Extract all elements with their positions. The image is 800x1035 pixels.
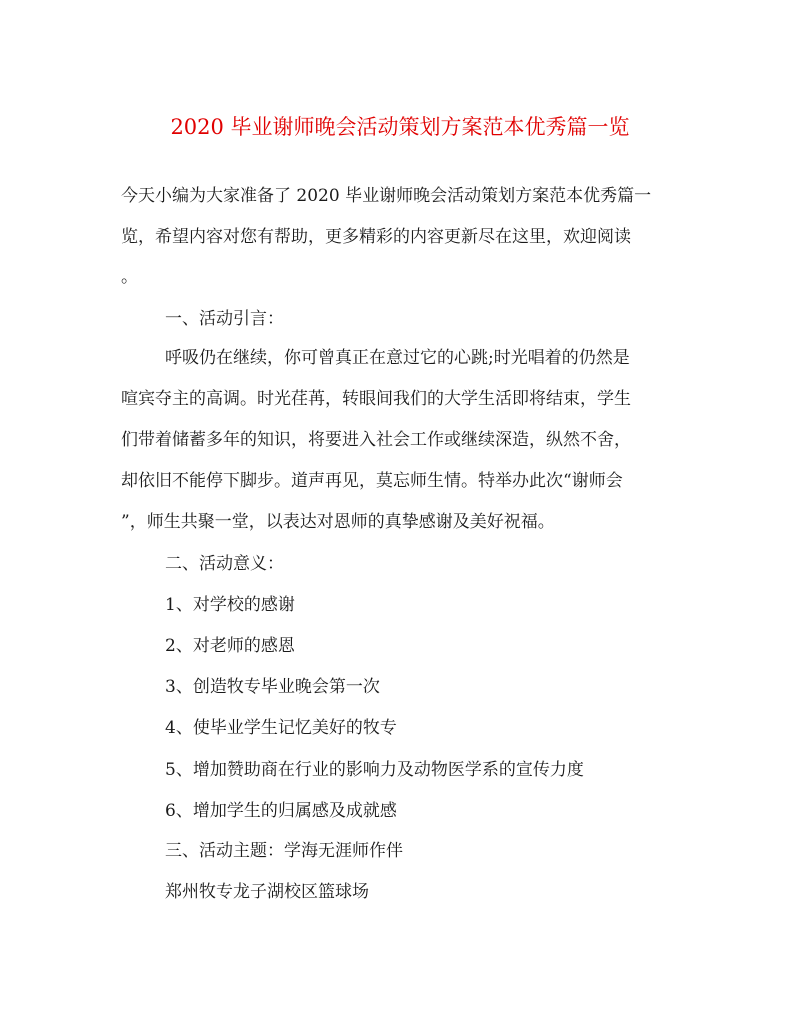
intro-line-3: 。 — [121, 267, 138, 287]
list-item: 2、对老师的感恩 — [165, 636, 295, 656]
section3-heading: 三、活动主题：学海无涯师作伴 — [165, 841, 403, 861]
intro-line-2: 览，希望内容对您有帮助，更多精彩的内容更新尽在这里，欢迎阅读 — [121, 227, 631, 247]
list-item: 5、增加赞助商在行业的影响力及动物医学系的宣传力度 — [165, 760, 584, 780]
section2-heading: 二、活动意义： — [165, 554, 284, 574]
section1-heading: 一、活动引言： — [165, 309, 284, 329]
section1-para-line-2: 喧宾夺主的高调。时光荏苒，转眼间我们的大学生活即将结束，学生 — [121, 389, 631, 409]
list-item: 3、创造牧专毕业晚会第一次 — [165, 677, 380, 697]
section1-para-line-5: ”，师生共聚一堂，以表达对恩师的真挚感谢及美好祝福。 — [121, 512, 555, 532]
section1-para-line-4: 却依旧不能停下脚步。道声再见，莫忘师生情。特举办此次“谢师会 — [121, 471, 623, 491]
section1-para-line-3: 们带着储蓄多年的知识，将要进入社会工作或继续深造，纵然不舍， — [121, 430, 631, 450]
document-title: 2020 毕业谢师晚会活动策划方案范本优秀篇一览 — [170, 115, 630, 139]
section3-location: 郑州牧专龙子湖校区篮球场 — [165, 882, 369, 902]
list-item: 4、使毕业学生记忆美好的牧专 — [165, 718, 397, 738]
list-item: 1、对学校的感谢 — [165, 595, 295, 615]
section1-para-line-1: 呼吸仍在继续，你可曾真正在意过它的心跳;时光唱着的仍然是 — [165, 348, 630, 368]
list-item: 6、增加学生的归属感及成就感 — [165, 801, 397, 821]
intro-line-1: 今天小编为大家准备了 2020 毕业谢师晚会活动策划方案范本优秀篇一 — [121, 186, 652, 206]
